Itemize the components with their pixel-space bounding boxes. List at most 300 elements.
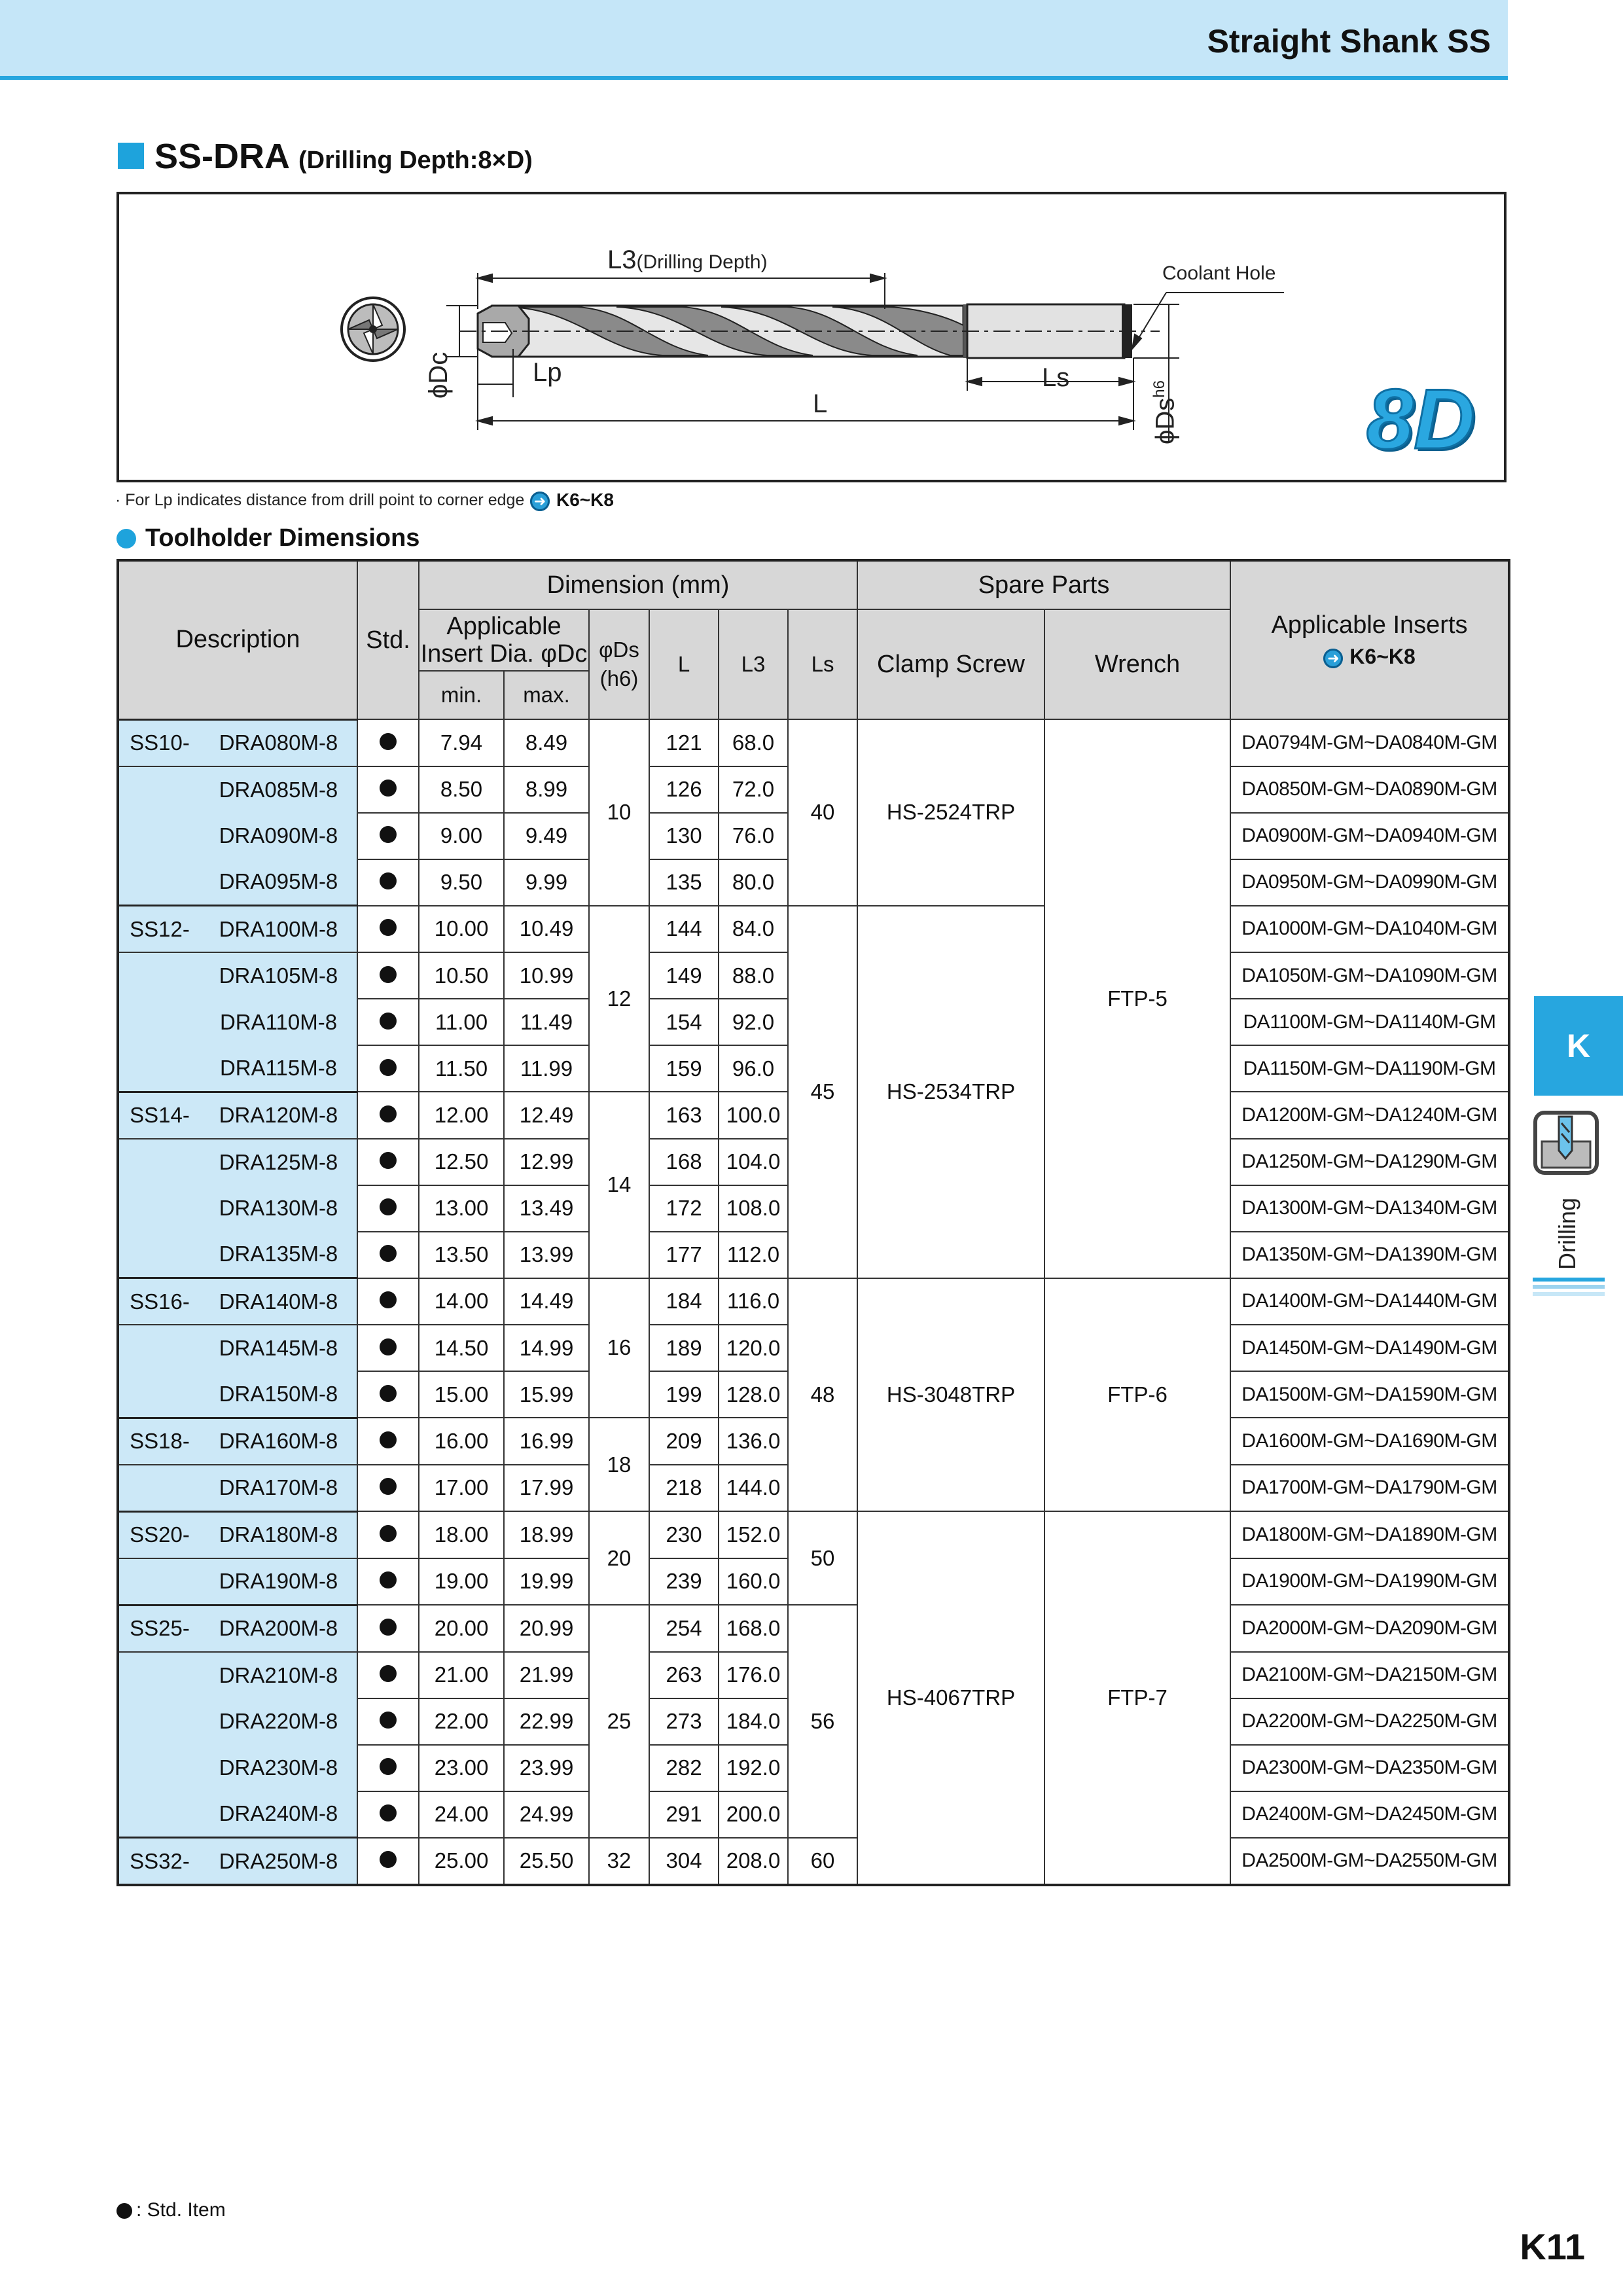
length-l: 304 bbox=[649, 1838, 719, 1886]
product-code: DRA110M-8 bbox=[200, 999, 357, 1045]
series-code bbox=[118, 1465, 200, 1512]
header-l3: L3 bbox=[719, 609, 788, 719]
insert-dia-min: 13.00 bbox=[419, 1185, 504, 1232]
std-mark bbox=[357, 719, 419, 766]
header-ds-h6-text: (h6) bbox=[599, 666, 639, 691]
std-dot-icon bbox=[380, 780, 397, 797]
product-code: DRA210M-8 bbox=[200, 1652, 357, 1698]
dc-label: ϕDc bbox=[424, 351, 453, 399]
length-l: 291 bbox=[649, 1791, 719, 1838]
insert-dia-max: 9.99 bbox=[504, 859, 589, 906]
product-code: DRA145M-8 bbox=[200, 1325, 357, 1371]
series-code: SS18- bbox=[118, 1418, 200, 1465]
arrow-right-icon: ➜ bbox=[530, 492, 550, 511]
applicable-insert: DA1200M-GM~DA1240M-GM bbox=[1230, 1092, 1509, 1139]
ds-text: ϕDs bbox=[1150, 397, 1180, 444]
header-title: Straight Shank SS bbox=[1207, 23, 1491, 60]
ds-value: 32 bbox=[589, 1838, 649, 1886]
product-code: DRA120M-8 bbox=[200, 1092, 357, 1139]
std-dot-icon bbox=[380, 733, 397, 750]
wrench: FTP-7 bbox=[1044, 1511, 1230, 1885]
series-code bbox=[118, 999, 200, 1045]
series-code bbox=[118, 1045, 200, 1092]
length-ls: 48 bbox=[788, 1278, 857, 1512]
length-ls: 50 bbox=[788, 1511, 857, 1605]
series-code: SS32- bbox=[118, 1838, 200, 1886]
length-l3: 104.0 bbox=[719, 1139, 788, 1185]
length-l3: 120.0 bbox=[719, 1325, 788, 1371]
length-ls: 56 bbox=[788, 1605, 857, 1838]
std-dot-icon bbox=[380, 1245, 397, 1262]
length-l3: 184.0 bbox=[719, 1698, 788, 1745]
series-code bbox=[118, 1698, 200, 1745]
insert-dia-min: 9.50 bbox=[419, 859, 504, 906]
table-row bbox=[118, 1511, 1509, 1558]
insert-dia-max: 11.99 bbox=[504, 1045, 589, 1092]
std-mark bbox=[357, 1325, 419, 1371]
header-ls: Ls bbox=[788, 609, 857, 719]
std-dot-icon bbox=[380, 1105, 397, 1122]
applicable-insert: DA2200M-GM~DA2250M-GM bbox=[1230, 1698, 1509, 1745]
length-l3: 92.0 bbox=[719, 999, 788, 1045]
insert-dia-max: 16.99 bbox=[504, 1418, 589, 1465]
series-code bbox=[118, 1371, 200, 1418]
subsection-title: Toolholder Dimensions bbox=[145, 524, 420, 552]
length-l3: 96.0 bbox=[719, 1045, 788, 1092]
insert-dia-max: 14.99 bbox=[504, 1325, 589, 1371]
header-inserts-ref-text: K6~K8 bbox=[1349, 645, 1416, 668]
length-l3: 108.0 bbox=[719, 1185, 788, 1232]
toolholder-dimensions-table bbox=[116, 559, 1510, 1886]
product-code: DRA115M-8 bbox=[200, 1045, 357, 1092]
table-row bbox=[118, 906, 1509, 953]
applicable-insert: DA0794M-GM~DA0840M-GM bbox=[1230, 719, 1509, 766]
length-l: 254 bbox=[649, 1605, 719, 1652]
drill-body bbox=[459, 304, 1160, 358]
std-dot-icon bbox=[380, 872, 397, 889]
series-code bbox=[118, 1185, 200, 1232]
insert-dia-max: 20.99 bbox=[504, 1605, 589, 1652]
std-dot-icon bbox=[380, 1804, 397, 1821]
ds-label bbox=[1150, 380, 1180, 444]
insert-dia-max: 25.50 bbox=[504, 1838, 589, 1886]
applicable-insert: DA1350M-GM~DA1390M-GM bbox=[1230, 1232, 1509, 1278]
applicable-insert: DA1700M-GM~DA1790M-GM bbox=[1230, 1465, 1509, 1512]
applicable-insert: DA1450M-GM~DA1490M-GM bbox=[1230, 1325, 1509, 1371]
header-ds bbox=[589, 609, 649, 719]
insert-dia-min: 22.00 bbox=[419, 1698, 504, 1745]
length-l: 199 bbox=[649, 1371, 719, 1418]
page-number: K11 bbox=[1520, 2226, 1585, 2267]
insert-dia-max: 24.99 bbox=[504, 1791, 589, 1838]
std-mark bbox=[357, 1652, 419, 1698]
insert-dia-max: 12.49 bbox=[504, 1092, 589, 1139]
product-code: DRA150M-8 bbox=[200, 1371, 357, 1418]
insert-dia-max: 17.99 bbox=[504, 1465, 589, 1512]
length-l3: 84.0 bbox=[719, 906, 788, 953]
length-l: 273 bbox=[649, 1698, 719, 1745]
header-applicable-inserts bbox=[1230, 560, 1509, 719]
std-mark bbox=[357, 1558, 419, 1605]
applicable-insert: DA1000M-GM~DA1040M-GM bbox=[1230, 906, 1509, 953]
applicable-insert: DA1250M-GM~DA1290M-GM bbox=[1230, 1139, 1509, 1185]
std-mark bbox=[357, 1232, 419, 1278]
length-l3: 152.0 bbox=[719, 1511, 788, 1558]
insert-dia-min: 14.50 bbox=[419, 1325, 504, 1371]
insert-dia-max: 21.99 bbox=[504, 1652, 589, 1698]
applicable-insert: DA2300M-GM~DA2350M-GM bbox=[1230, 1745, 1509, 1791]
series-code bbox=[118, 1139, 200, 1185]
insert-dia-min: 11.00 bbox=[419, 999, 504, 1045]
length-l: 230 bbox=[649, 1511, 719, 1558]
ds-value: 25 bbox=[589, 1605, 649, 1838]
header-wrench: Wrench bbox=[1044, 609, 1230, 719]
product-code: DRA180M-8 bbox=[200, 1511, 357, 1558]
header-band bbox=[0, 0, 1508, 80]
insert-dia-min: 8.50 bbox=[419, 766, 504, 813]
insert-dia-min: 16.00 bbox=[419, 1418, 504, 1465]
std-dot-icon bbox=[380, 1571, 397, 1588]
series-code: SS10- bbox=[118, 719, 200, 766]
header-applicable-text: Applicable bbox=[446, 613, 562, 640]
length-l: 239 bbox=[649, 1558, 719, 1605]
insert-dia-min: 17.00 bbox=[419, 1465, 504, 1512]
clamp-screw: HS-3048TRP bbox=[857, 1278, 1044, 1512]
series-code bbox=[118, 952, 200, 999]
std-dot-icon bbox=[380, 1758, 397, 1775]
section-square-icon bbox=[118, 143, 144, 169]
subsection-dot-icon bbox=[116, 529, 136, 548]
length-l3: 200.0 bbox=[719, 1791, 788, 1838]
length-l: 189 bbox=[649, 1325, 719, 1371]
product-code: DRA140M-8 bbox=[200, 1278, 357, 1325]
insert-dia-min: 15.00 bbox=[419, 1371, 504, 1418]
std-mark bbox=[357, 1511, 419, 1558]
length-l: 159 bbox=[649, 1045, 719, 1092]
table-row bbox=[118, 719, 1509, 766]
std-mark bbox=[357, 859, 419, 906]
insert-dia-max: 8.99 bbox=[504, 766, 589, 813]
insert-dia-max: 23.99 bbox=[504, 1745, 589, 1791]
length-l3: 136.0 bbox=[719, 1418, 788, 1465]
std-dot-icon bbox=[380, 1619, 397, 1636]
std-mark bbox=[357, 1605, 419, 1652]
insert-dia-min: 19.00 bbox=[419, 1558, 504, 1605]
series-code: SS12- bbox=[118, 906, 200, 953]
table-row bbox=[118, 1605, 1509, 1652]
std-mark bbox=[357, 1092, 419, 1139]
length-l: 121 bbox=[649, 719, 719, 766]
product-code: DRA160M-8 bbox=[200, 1418, 357, 1465]
product-code: DRA240M-8 bbox=[200, 1791, 357, 1838]
header-spare-parts: Spare Parts bbox=[857, 560, 1230, 609]
series-code: SS16- bbox=[118, 1278, 200, 1325]
length-l: 163 bbox=[649, 1092, 719, 1139]
ds-value: 18 bbox=[589, 1418, 649, 1511]
std-mark bbox=[357, 1185, 419, 1232]
std-dot-icon bbox=[380, 1198, 397, 1215]
clamp-screw: HS-2524TRP bbox=[857, 719, 1044, 906]
series-code bbox=[118, 766, 200, 813]
ds-tolerance: h6 bbox=[1150, 380, 1168, 398]
product-code: DRA125M-8 bbox=[200, 1139, 357, 1185]
product-code: DRA105M-8 bbox=[200, 952, 357, 999]
product-code: DRA135M-8 bbox=[200, 1232, 357, 1278]
std-dot-icon bbox=[380, 1059, 397, 1076]
drilling-depth-badge: 8D bbox=[1366, 371, 1475, 467]
product-code: DRA220M-8 bbox=[200, 1698, 357, 1745]
applicable-insert: DA1400M-GM~DA1440M-GM bbox=[1230, 1278, 1509, 1325]
length-l3: 192.0 bbox=[719, 1745, 788, 1791]
applicable-insert: DA0850M-GM~DA0890M-GM bbox=[1230, 766, 1509, 813]
lp-reference-link[interactable] bbox=[530, 490, 614, 511]
applicable-insert: DA1800M-GM~DA1890M-GM bbox=[1230, 1511, 1509, 1558]
std-dot-icon bbox=[380, 966, 397, 983]
insert-dia-min: 12.00 bbox=[419, 1092, 504, 1139]
applicable-insert: DA1100M-GM~DA1140M-GM bbox=[1230, 999, 1509, 1045]
insert-dia-min: 25.00 bbox=[419, 1838, 504, 1886]
length-l3: 176.0 bbox=[719, 1652, 788, 1698]
length-l3: 76.0 bbox=[719, 813, 788, 859]
std-dot-icon bbox=[116, 2203, 132, 2219]
ls-label: Ls bbox=[1042, 363, 1070, 392]
std-dot-icon bbox=[380, 1525, 397, 1542]
length-l3: 112.0 bbox=[719, 1232, 788, 1278]
insert-dia-min: 12.50 bbox=[419, 1139, 504, 1185]
insert-dia-min: 18.00 bbox=[419, 1511, 504, 1558]
std-mark bbox=[357, 1465, 419, 1512]
std-dot-icon bbox=[380, 1385, 397, 1402]
insert-dia-max: 10.49 bbox=[504, 906, 589, 953]
series-code bbox=[118, 1652, 200, 1698]
ds-value: 16 bbox=[589, 1278, 649, 1418]
insert-dia-min: 21.00 bbox=[419, 1652, 504, 1698]
insert-dia-max: 11.49 bbox=[504, 999, 589, 1045]
ds-value: 14 bbox=[589, 1092, 649, 1278]
lp-label: Lp bbox=[533, 358, 562, 387]
insert-dia-max: 9.49 bbox=[504, 813, 589, 859]
applicable-insert: DA2000M-GM~DA2090M-GM bbox=[1230, 1605, 1509, 1652]
length-l: 282 bbox=[649, 1745, 719, 1791]
drilling-icon bbox=[1533, 1110, 1599, 1175]
length-l: 209 bbox=[649, 1418, 719, 1465]
length-l: 263 bbox=[649, 1652, 719, 1698]
length-ls: 45 bbox=[788, 906, 857, 1278]
ds-value: 12 bbox=[589, 906, 649, 1092]
series-code bbox=[118, 1558, 200, 1605]
lp-note: · For Lp indicates distance from drill point to corner edge bbox=[115, 491, 525, 509]
std-mark bbox=[357, 906, 419, 953]
wrench: FTP-5 bbox=[1044, 719, 1230, 1278]
length-l3: 68.0 bbox=[719, 719, 788, 766]
applicable-insert: DA1900M-GM~DA1990M-GM bbox=[1230, 1558, 1509, 1605]
header-l: L bbox=[649, 609, 719, 719]
side-tab-label: Drilling bbox=[1554, 1197, 1580, 1270]
std-mark bbox=[357, 1698, 419, 1745]
product-code: DRA100M-8 bbox=[200, 906, 357, 953]
product-code: DRA080M-8 bbox=[200, 719, 357, 766]
applicable-insert: DA1050M-GM~DA1090M-GM bbox=[1230, 952, 1509, 999]
product-code: DRA095M-8 bbox=[200, 859, 357, 906]
header-min: min. bbox=[419, 671, 504, 719]
l3-text: L3 bbox=[607, 245, 637, 274]
length-l: 144 bbox=[649, 906, 719, 953]
series-code bbox=[118, 1325, 200, 1371]
insert-dia-max: 13.99 bbox=[504, 1232, 589, 1278]
series-code: SS14- bbox=[118, 1092, 200, 1139]
std-dot-icon bbox=[380, 919, 397, 936]
series-code bbox=[118, 1791, 200, 1838]
drill-diagram bbox=[116, 192, 1507, 482]
length-l3: 128.0 bbox=[719, 1371, 788, 1418]
insert-dia-min: 20.00 bbox=[419, 1605, 504, 1652]
length-ls: 60 bbox=[788, 1838, 857, 1886]
header-clamp-screw: Clamp Screw bbox=[857, 609, 1044, 719]
std-dot-icon bbox=[380, 1478, 397, 1495]
length-ls: 40 bbox=[788, 719, 857, 906]
applicable-insert: DA0900M-GM~DA0940M-GM bbox=[1230, 813, 1509, 859]
length-l: 168 bbox=[649, 1139, 719, 1185]
insert-dia-max: 18.99 bbox=[504, 1511, 589, 1558]
arrow-right-icon: ➜ bbox=[1323, 649, 1343, 668]
header-inserts-ref[interactable] bbox=[1231, 645, 1508, 669]
length-l: 130 bbox=[649, 813, 719, 859]
insert-dia-max: 12.99 bbox=[504, 1139, 589, 1185]
length-l: 177 bbox=[649, 1232, 719, 1278]
series-code bbox=[118, 859, 200, 906]
ds-value: 20 bbox=[589, 1511, 649, 1605]
product-code: DRA250M-8 bbox=[200, 1838, 357, 1886]
coolant-hole-label: Coolant Hole bbox=[1162, 262, 1276, 284]
length-l: 135 bbox=[649, 859, 719, 906]
drill-drawing bbox=[119, 194, 1509, 485]
length-l: 149 bbox=[649, 952, 719, 999]
length-l3: 100.0 bbox=[719, 1092, 788, 1139]
applicable-insert: DA2500M-GM~DA2550M-GM bbox=[1230, 1838, 1509, 1886]
std-mark bbox=[357, 952, 419, 999]
header-std: Std. bbox=[357, 560, 419, 719]
std-dot-icon bbox=[380, 1712, 397, 1729]
header-insert-dia-text: Insert Dia. φDc bbox=[420, 640, 588, 668]
std-dot-icon bbox=[380, 1431, 397, 1448]
length-l: 184 bbox=[649, 1278, 719, 1325]
side-tab-k[interactable]: K bbox=[1534, 996, 1623, 1096]
section-subtitle: (Drilling Depth:8×D) bbox=[298, 147, 533, 174]
side-tab-lines bbox=[1533, 1278, 1605, 1299]
section-title: SS-DRA bbox=[154, 137, 291, 176]
header-ds-text: φDs bbox=[599, 637, 639, 662]
std-dot-icon bbox=[380, 1665, 397, 1682]
std-mark bbox=[357, 1418, 419, 1465]
length-l: 126 bbox=[649, 766, 719, 813]
insert-dia-max: 8.49 bbox=[504, 719, 589, 766]
header-insert-dia bbox=[419, 609, 589, 671]
std-legend-text: : Std. Item bbox=[136, 2199, 226, 2221]
std-dot-icon bbox=[380, 1851, 397, 1868]
std-mark bbox=[357, 1838, 419, 1886]
std-legend bbox=[116, 2199, 226, 2221]
drill-end-view-icon bbox=[342, 298, 404, 361]
insert-dia-max: 10.99 bbox=[504, 952, 589, 999]
series-code: SS25- bbox=[118, 1605, 200, 1652]
std-mark bbox=[357, 813, 419, 859]
product-code: DRA130M-8 bbox=[200, 1185, 357, 1232]
product-code: DRA090M-8 bbox=[200, 813, 357, 859]
std-mark bbox=[357, 1791, 419, 1838]
std-dot-icon bbox=[380, 826, 397, 843]
std-mark bbox=[357, 1745, 419, 1791]
insert-dia-max: 15.99 bbox=[504, 1371, 589, 1418]
length-l3: 144.0 bbox=[719, 1465, 788, 1512]
clamp-screw: HS-4067TRP bbox=[857, 1511, 1044, 1885]
ds-value: 10 bbox=[589, 719, 649, 906]
l-label: L bbox=[813, 389, 828, 418]
std-mark bbox=[357, 1139, 419, 1185]
std-dot-icon bbox=[380, 1338, 397, 1355]
applicable-insert: DA2100M-GM~DA2150M-GM bbox=[1230, 1652, 1509, 1698]
insert-dia-max: 22.99 bbox=[504, 1698, 589, 1745]
clamp-screw: HS-2534TRP bbox=[857, 906, 1044, 1278]
series-code bbox=[118, 1745, 200, 1791]
wrench: FTP-6 bbox=[1044, 1278, 1230, 1512]
header-applicable-inserts-label: Applicable Inserts bbox=[1271, 611, 1468, 639]
insert-dia-min: 7.94 bbox=[419, 719, 504, 766]
product-code: DRA200M-8 bbox=[200, 1605, 357, 1652]
l3-label bbox=[607, 245, 768, 275]
std-mark bbox=[357, 1371, 419, 1418]
std-dot-icon bbox=[380, 1152, 397, 1169]
header-description: Description bbox=[118, 560, 357, 719]
applicable-insert: DA2400M-GM~DA2450M-GM bbox=[1230, 1791, 1509, 1838]
insert-dia-max: 19.99 bbox=[504, 1558, 589, 1605]
length-l3: 116.0 bbox=[719, 1278, 788, 1325]
length-l3: 168.0 bbox=[719, 1605, 788, 1652]
std-mark bbox=[357, 1278, 419, 1325]
header-max: max. bbox=[504, 671, 589, 719]
applicable-insert: DA1300M-GM~DA1340M-GM bbox=[1230, 1185, 1509, 1232]
lp-reference-text: K6~K8 bbox=[556, 490, 614, 510]
length-l3: 80.0 bbox=[719, 859, 788, 906]
table-row bbox=[118, 1838, 1509, 1886]
applicable-insert: DA0950M-GM~DA0990M-GM bbox=[1230, 859, 1509, 906]
std-dot-icon bbox=[380, 1291, 397, 1308]
insert-dia-min: 13.50 bbox=[419, 1232, 504, 1278]
applicable-insert: DA1500M-GM~DA1590M-GM bbox=[1230, 1371, 1509, 1418]
table-body bbox=[118, 719, 1509, 1885]
product-code: DRA170M-8 bbox=[200, 1465, 357, 1512]
applicable-insert: DA1150M-GM~DA1190M-GM bbox=[1230, 1045, 1509, 1092]
length-l3: 160.0 bbox=[719, 1558, 788, 1605]
std-mark bbox=[357, 999, 419, 1045]
series-code: SS20- bbox=[118, 1511, 200, 1558]
product-code: DRA085M-8 bbox=[200, 766, 357, 813]
insert-dia-min: 24.00 bbox=[419, 1791, 504, 1838]
header-dimension: Dimension (mm) bbox=[419, 560, 857, 609]
length-l: 172 bbox=[649, 1185, 719, 1232]
product-code: DRA190M-8 bbox=[200, 1558, 357, 1605]
length-l: 218 bbox=[649, 1465, 719, 1512]
insert-dia-min: 10.50 bbox=[419, 952, 504, 999]
std-dot-icon bbox=[380, 1013, 397, 1030]
std-mark bbox=[357, 1045, 419, 1092]
applicable-insert: DA1600M-GM~DA1690M-GM bbox=[1230, 1418, 1509, 1465]
insert-dia-min: 10.00 bbox=[419, 906, 504, 953]
table-row bbox=[118, 1278, 1509, 1325]
length-l3: 72.0 bbox=[719, 766, 788, 813]
std-mark bbox=[357, 766, 419, 813]
insert-dia-min: 23.00 bbox=[419, 1745, 504, 1791]
insert-dia-min: 11.50 bbox=[419, 1045, 504, 1092]
